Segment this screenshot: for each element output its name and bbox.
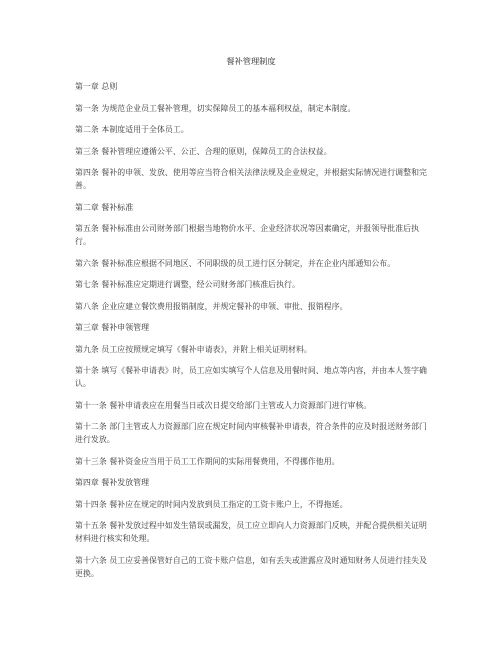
article-paragraph: 第四条 餐补的申领、发放、使用等应当符合相关法律法规及企业规定，并根据实际情况进行调整和完善。 bbox=[75, 168, 427, 190]
article-paragraph: 第十六条 员工应妥善保管好自己的工资卡账户信息，如有丢失或泄露应及时通知财务人员进行挂失及更换。 bbox=[75, 555, 427, 578]
chapter-heading: 第二章 餐补标准 bbox=[75, 202, 134, 212]
article-paragraph: 第八条 企业应建立餐饮费用报销制度，并规定餐补的申领、审批、报销程序。 bbox=[75, 301, 348, 311]
article-paragraph: 第十四条 餐补应在规定的时间内发放到员工指定的工资卡账户上，不得拖延。 bbox=[75, 499, 348, 509]
article-paragraph: 第二条 本制度适用于全体员工。 bbox=[75, 125, 189, 134]
article-paragraph: 第九条 员工应按照规定填写《餐补申请表》，并附上相关证明材料。 bbox=[75, 344, 312, 354]
article-paragraph: 第十条 填写《餐补申请表》时，员工应如实填写个人信息及用餐时间、地点等内容，并由本人签字确认。 bbox=[75, 366, 427, 388]
article-paragraph: 第十三条 餐补资金应当用于员工工作期间的实际用餐费用，不得挪作他用。 bbox=[75, 456, 340, 466]
article-paragraph: 第十五条 餐补发放过程中如发生错误或漏发，员工应立即向人力资源部门反映，并配合提供相关证明材料进行核实和处理。 bbox=[75, 521, 427, 543]
article-paragraph: 第六条 餐补标准应根据不同地区、不同职级的员工进行区分制定，并在企业内部通知公布。 bbox=[75, 258, 396, 268]
chapter-heading: 第一章 总则 bbox=[75, 82, 118, 91]
chapter-heading: 第四章 餐补发放管理 bbox=[75, 478, 150, 487]
article-paragraph: 第一条 为规范企业员工餐补管理，切实保障员工的基本福利权益，制定本制度。 bbox=[75, 103, 356, 113]
article-paragraph: 第五条 餐补标准由公司财务部门根据当地物价水平、企业经济状况等因素确定，并报领导批准后执行。 bbox=[75, 224, 420, 246]
article-paragraph: 第十一条 餐补申请表应在用餐当日或次日提交给部门主管或人力资源部门进行审核。 bbox=[75, 400, 372, 410]
chapter-heading: 第三章 餐补申领管理 bbox=[75, 323, 150, 332]
article-paragraph: 第十二条 部门主管或人力资源部门应在规定时间内审核餐补申请表，符合条件的应及时报送财务部门进行发放。 bbox=[75, 422, 427, 444]
article-paragraph: 第三条 餐补管理应遵循公平、公正、合理的原则，保障员工的合法权益。 bbox=[75, 146, 332, 156]
document-title: 餐补管理制度 bbox=[226, 56, 276, 66]
article-paragraph: 第七条 餐补标准应定期进行调整，经公司财务部门核准后执行。 bbox=[75, 280, 300, 289]
document-body bbox=[75, 80, 431, 588]
